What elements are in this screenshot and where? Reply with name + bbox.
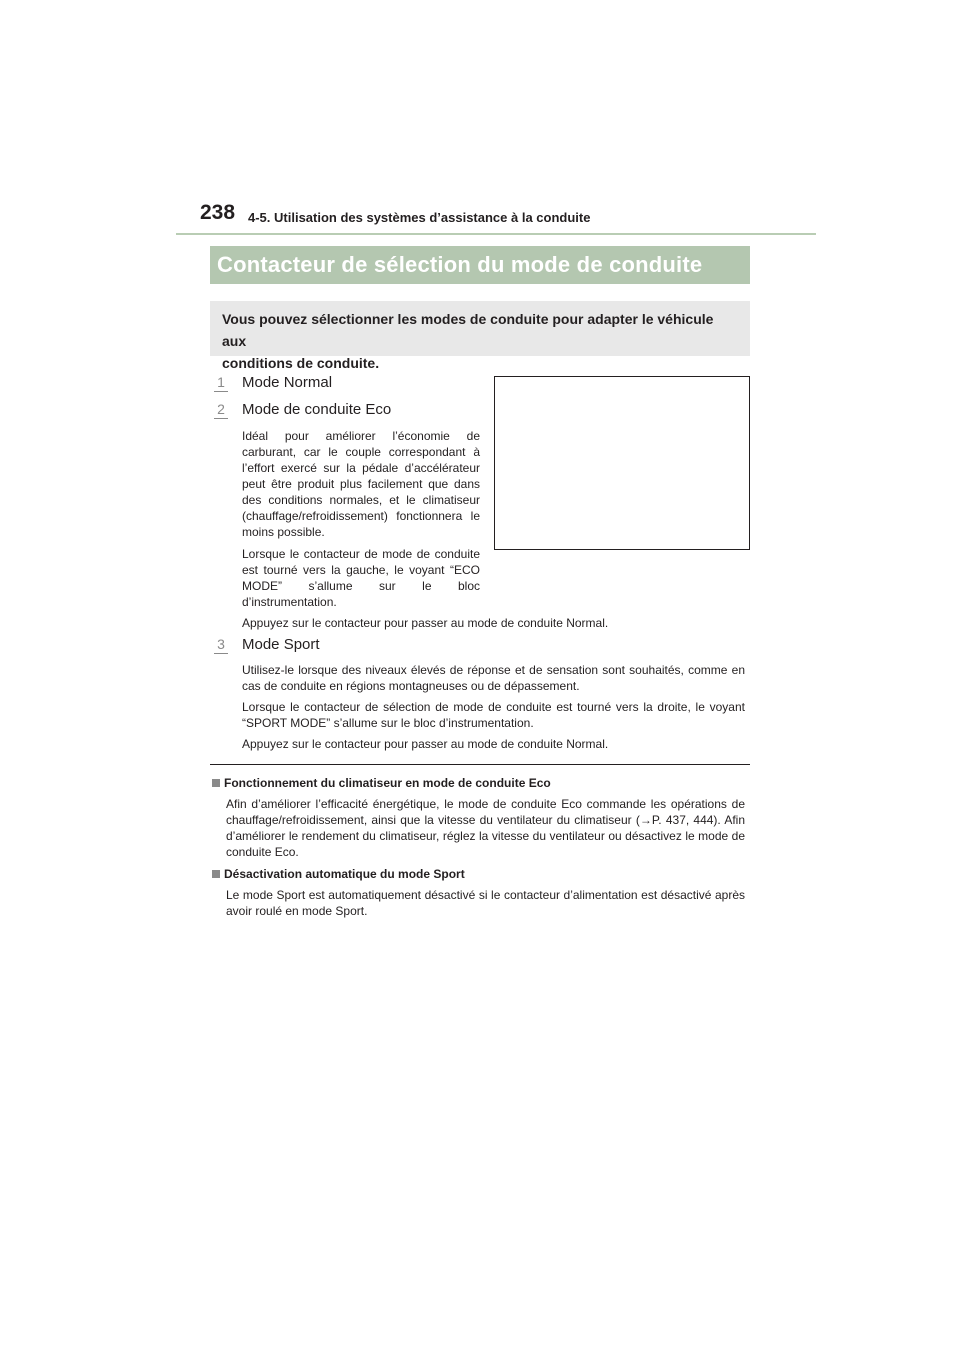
intro-line: conditions de conduite. — [222, 355, 380, 371]
note-heading-sport — [212, 866, 465, 882]
note-title: Fonctionnement du climatiseur en mode de conduite Eco — [224, 776, 551, 790]
eco-return-text: Appuyez sur le contacteur pour passer au mode de conduite Normal. — [242, 616, 609, 630]
notes-rule — [210, 764, 750, 765]
square-bullet-icon — [212, 870, 220, 878]
section-title: Contacteur de sélection du mode de conduite — [217, 252, 703, 277]
eco-description: Idéal pour améliorer l’économie de carburant, car le couple correspondant à l’effort exercé sur la pédale d’accélérateur peut être produit plus facilement que dans des conditions normales, et le climatiseur (chauffage/refroidissement) fonctionnera le moins possible. — [242, 429, 480, 539]
page-number: 238 — [200, 201, 236, 224]
sport-indicator-text: Lorsque le contacteur de sélection de mode de conduite est tourné vers la droite, le voyant “SPORT MODE” s’allume sur le bloc d’instrumentation. — [242, 700, 745, 730]
sport-description: Utilisez-le lorsque des niveaux élevés de réponse et de sensation sont souhaités, comme en cas de conduite en régions montagneuses ou de dépassement. — [242, 663, 745, 693]
item-title-sport: Mode Sport — [242, 636, 320, 653]
item-title-eco: Mode de conduite Eco — [242, 401, 392, 418]
note-text-sport: Le mode Sport est automatiquement désactivé si le contacteur d’alimentation est désactivé après avoir roulé en mode Sport. — [226, 888, 745, 918]
eco-indicator-text: Lorsque le contacteur de mode de conduite est tourné vers la gauche, le voyant “ECO MODE” s’allume sur le bloc d’instrumentation. — [242, 547, 480, 609]
figure-placeholder — [494, 376, 750, 550]
section-title-bar — [210, 246, 750, 284]
header-rule — [176, 233, 816, 235]
note-title: Désactivation automatique du mode Sport — [224, 867, 465, 881]
chapter-title: 4-5. Utilisation des systèmes d’assistance à la conduite — [248, 210, 591, 225]
item-number-3: 3 — [214, 635, 228, 654]
intro-box — [210, 301, 750, 371]
intro-line: Vous pouvez sélectionner les modes de conduite pour adapter le véhicule aux — [222, 311, 714, 349]
note-text-eco: Afin d’améliorer l’efficacité énergétique, le mode de conduite Eco commande les opérations de chauffage/refroidissement, ainsi que la vitesse du ventilateur du climatiseur (→P. 437, 444). Afin d’améliorer le rendement du climatiseur, réglez la vitesse du ventilateur ou désactivez le mode de conduite Eco. — [226, 797, 745, 859]
item-number-1: 1 — [214, 373, 228, 392]
item-number-2: 2 — [214, 400, 228, 419]
item-title-normal: Mode Normal — [242, 374, 333, 391]
sport-return-text: Appuyez sur le contacteur pour passer au mode de conduite Normal. — [242, 737, 609, 751]
note-heading-eco — [212, 775, 551, 791]
square-bullet-icon — [212, 779, 220, 787]
